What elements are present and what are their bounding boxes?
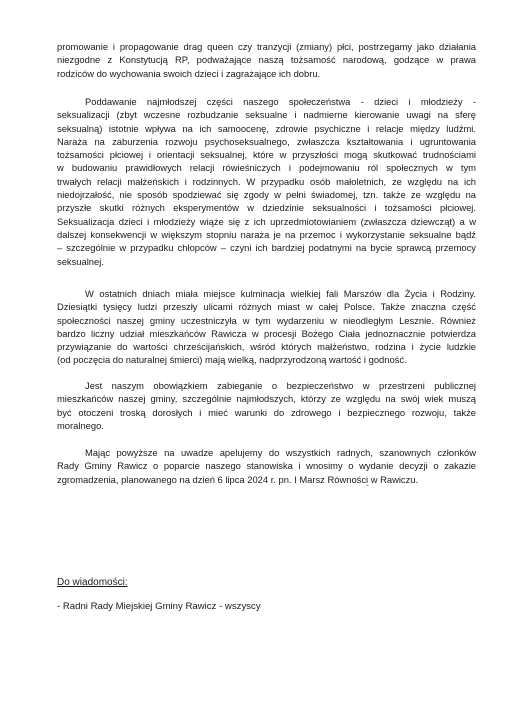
text-line: mieszkańców naszej gminy, szczególnie najmłodszych, którzy ze względu na swój wiek muszą — [57, 393, 476, 405]
text-line: promowanie i propagowanie drag queen czy tranzycji (zmiany) płci, postrzegamy jako działania — [57, 41, 476, 52]
text-line: Rady Gminy Rawicz o poparcie naszego stanowiska i wnosimy o wydanie decyzji o zakazie — [57, 460, 476, 472]
text-line: tożsamości płciowej i orientacji seksualnej, które w przyszłości mogą skutkować trudnościami — [57, 149, 476, 161]
text-line: (od poczęcia do naturalnej śmierci) mają wielką, nadprzyrodzoną wartość i godność. — [57, 354, 407, 366]
scan-mark: ˆ — [366, 484, 369, 493]
text-line: Mając powyższe na uwadze apelujemy do wszystkich radnych, szanownych członków — [85, 447, 476, 458]
text-line: Jest naszym obowiązkiem zabieganie o bezpieczeństwo w przestrzeni publicznej — [85, 380, 476, 391]
text-line: społeczności naszej gminy uczestniczyła w tym wydarzeniu w nieodległym Lesznie. Również — [57, 314, 476, 326]
distribution-item: - Radni Rady Miejskiej Gminy Rawicz - wszyscy — [57, 601, 261, 612]
text-line: seksualną) istotnie wpływa na ich samoocenę, zdrowie psychiczne i relacje między ludźmi. — [57, 122, 476, 134]
text-line: bardzo liczny udział mieszkańców Rawicza w procesji Bożego Ciała jednoznacznie potwierdza — [57, 327, 476, 339]
text-line: trwałych relacji małżeńskich i rodzinnych. W przypadku osób małoletnich, ze względu na ich — [57, 175, 476, 187]
text-line: – szczególnie w przypadku chłopców – czyni ich bardziej podatnymi na bycie sprawcą przemocy — [57, 242, 476, 254]
paragraph-3 — [57, 287, 476, 367]
text-line: w budowaniu prawidłowych relacji rówieśniczych i podejmowaniu ról społecznych w tym — [57, 162, 476, 174]
text-line: Dziesiątki tysięcy ludzi przeszły ulicami różnych miast w całej Polsce. Także znaczna część — [57, 301, 476, 313]
text-line: rodziców do wychowania swoich dzieci i zagrażające ich dobru. — [57, 67, 321, 79]
text-line: niedojrzałość, nie sposób spodziewać się zgody w pełni świadomej, tzn. także ze względu na — [57, 189, 476, 201]
text-line: dalszej konsekwencji w większym stopniu naraża je na przemoc i wykorzystanie seksualne bądź — [57, 228, 476, 240]
paragraph-1 — [57, 40, 476, 80]
text-line: seksualnej. — [57, 255, 104, 267]
text-line: Poddawanie najmłodszej części naszego społeczeństwa - dzieci i młodzieży - — [85, 96, 476, 107]
paragraph-4 — [57, 379, 476, 432]
paragraph-2 — [57, 95, 476, 268]
text-line: moralnego. — [57, 419, 104, 431]
text-line: niezgodne z Konstytucją RP, podważające naszą tożsamość narodową, godzące w prawa — [57, 54, 476, 66]
paragraph-5 — [57, 446, 476, 486]
text-line: być otoczeni troską dorosłych i mieć warunki do zdrowego i bezpiecznego rozwoju, także — [57, 406, 476, 418]
text-line: W ostatnich dniach miała miejsce kulminacja wielkiej fali Marszów dla Życia i Rodziny. — [85, 288, 476, 299]
text-line: seksualizacji (zbyt wczesne rozbudzanie seksualne i nadmierne kierowanie uwagi na sferę — [57, 109, 476, 121]
text-line: Naraża na zaburzenia rozwoju psychoseksualnego, zwłaszcza kształtowania i ugruntowania — [57, 135, 476, 147]
distribution-heading: Do wiadomości: — [57, 577, 128, 588]
text-line: zgromadzenia, planowanego na dzień 6 lipca 2024 r. pn. I Marsz Równości w Rawiczu. — [57, 473, 419, 485]
text-line: przyszłe skutki różnych eksperymentów w dziedzinie seksualności i tożsamości płciowej. — [57, 202, 476, 214]
text-line: przywiązanie do wartości chrześcijańskich, wśród których małżeństwo, rodzina i życie ludzkie — [57, 341, 476, 353]
text-line: Seksualizacja dzieci i młodzieży wiąże się z ich uprzedmiotowianiem (zwłaszcza dziewcząt) a w — [57, 215, 476, 227]
